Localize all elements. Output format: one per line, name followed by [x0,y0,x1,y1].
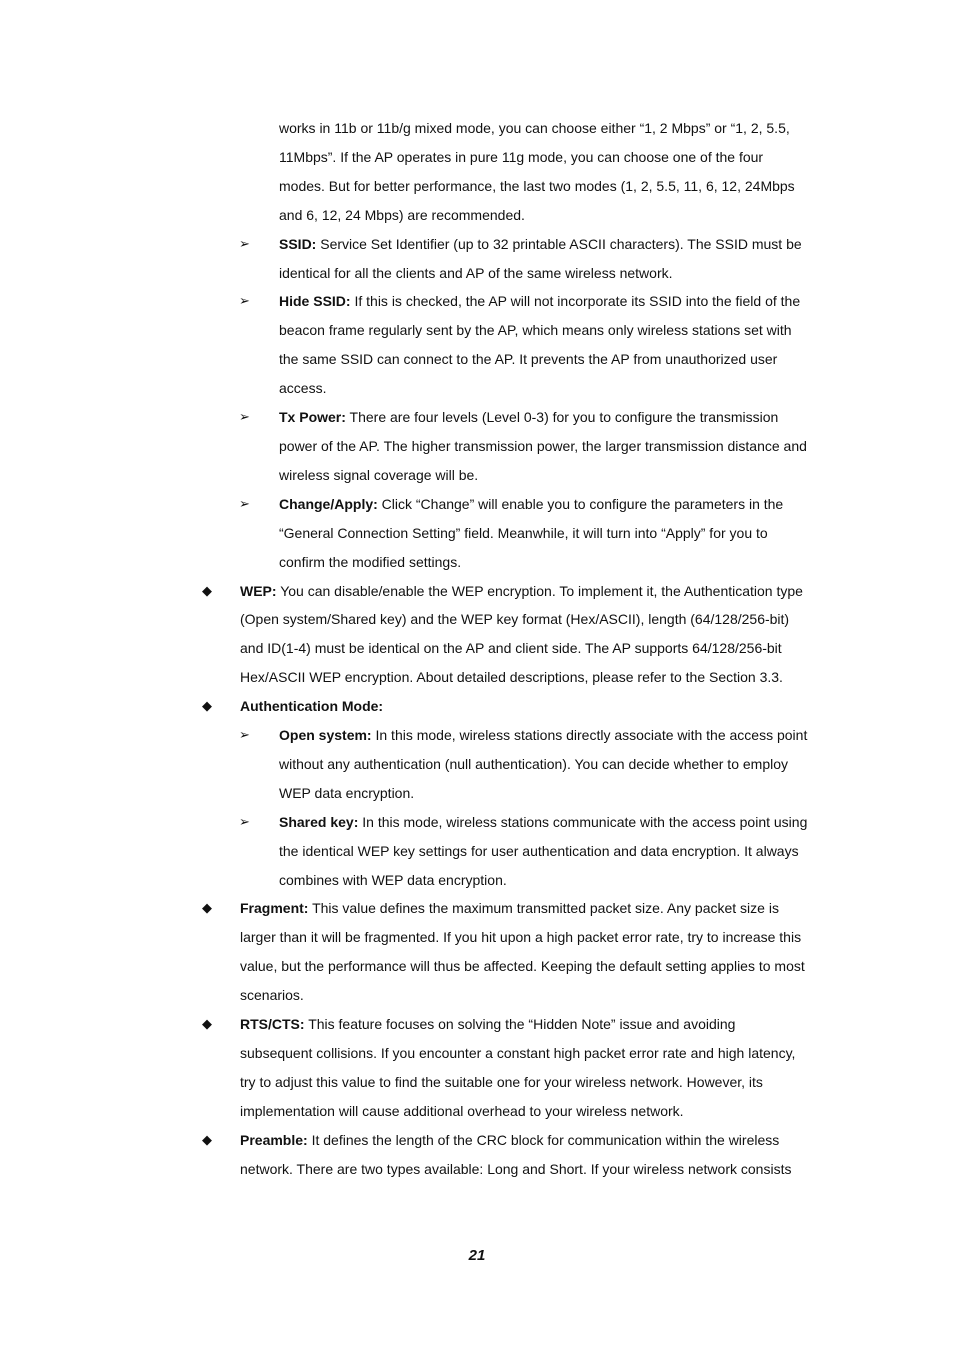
item-text: This value defines the maximum transmitted packet size. Any packet size is larger than it will be fragmented. If you hit upon a high packet error rate, try to increase this value, but the performance will thus be affected. Keeping the default setting applies to most scenarios. [240,900,805,1004]
list-item-hide-ssid [0,287,811,403]
diamond-bullet-icon: ◆ [202,582,212,598]
diamond-bullet-icon: ◆ [202,900,212,916]
item-text: Service Set Identifier (up to 32 printable ASCII characters). The SSID must be identical for all the clients and AP of the same wireless network. [279,235,802,281]
list-item-change-apply [0,490,811,577]
arrow-bullet-icon: ➢ [239,813,250,829]
list-item-rts-cts [0,1010,811,1126]
list-item-authentication-mode [0,692,811,721]
list-item-tx-power [0,403,811,490]
item-term: Change/Apply: [279,495,378,512]
diamond-bullet-icon: ◆ [202,1016,212,1032]
item-term: Open system: [279,727,372,744]
item-text: There are four levels (Level 0-3) for you to configure the transmission power of the AP. The higher transmission power, the larger transmission distance and wireless signal coverage will be. [279,409,807,483]
item-text: This feature focuses on solving the “Hidden Note” issue and avoiding subsequent collisions. If you encounter a constant high packet error rate and high latency, try to adjust this value to find the suitable one for your wireless network. However, its implementation will cause additional overhead to your wireless network. [240,1016,796,1119]
diamond-bullet-icon: ◆ [202,698,212,714]
item-term: WEP: [240,582,277,599]
arrow-bullet-icon: ➢ [239,495,250,511]
item-term: Fragment: [240,900,309,917]
continuation-paragraph: works in 11b or 11b/g mixed mode, you can choose either “1, 2 Mbps” or “1, 2, 5.5, 11Mbps”. If the AP operates in pure 11g mode, you can choose one of the four modes. But for better performance, the last two modes (1, 2, 5.5, 11, 6, 12, 24Mbps and 6, 12, 24 Mbps) are recommended. [279,120,795,223]
item-text: You can disable/enable the WEP encryption. To implement it, the Authentication type (Open system/Shared key) and the WEP key format (Hex/ASCII), length (64/128/256-bit) and ID(1-4) must be identical on the AP and client side. The AP supports 64/128/256-bit Hex/ASCII WEP encryption. About detailed descriptions, please refer to the Section 3.3. [240,582,803,686]
list-item-fragment [0,894,811,1010]
diamond-bullet-icon: ◆ [202,1131,212,1147]
item-term: RTS/CTS: [240,1016,305,1033]
item-term: SSID: [279,235,317,252]
list-item-shared-key [0,808,811,895]
page-body [0,114,954,1184]
arrow-bullet-icon: ➢ [239,727,250,743]
list-item-open-system [0,721,811,808]
item-text: It defines the length of the CRC block for communication within the wireless network. There are two types available: Long and Short. If your wireless network consists [240,1131,792,1177]
item-term: Authentication Mode: [240,698,384,715]
item-term: Tx Power: [279,409,346,426]
item-term: Shared key: [279,813,359,830]
page-number: 21 [468,1247,486,1264]
arrow-bullet-icon: ➢ [239,293,250,309]
arrow-bullet-icon: ➢ [239,235,250,251]
arrow-bullet-icon: ➢ [239,409,250,425]
item-term: Preamble: [240,1131,308,1148]
list-item-preamble [0,1126,811,1184]
list-item-wep [0,577,811,693]
item-text: If this is checked, the AP will not incorporate its SSID into the field of the beacon frame regularly sent by the AP, which means only wireless stations set with the same SSID can connect to the AP. It prevents the AP from unauthorized user access. [279,293,801,397]
list-item-ssid [0,230,811,288]
item-text: Click “Change” will enable you to configure the parameters in the “General Connection Setting” field. Meanwhile, it will turn into “Apply” for you to confirm the modified settings. [279,495,784,570]
item-term: Hide SSID: [279,293,351,310]
item-text: In this mode, wireless stations communicate with the access point using the identical WEP key settings for user authentication and data encryption. It always combines with WEP data encryption. [279,813,808,888]
item-text: In this mode, wireless stations directly associate with the access point without any authentication (null authentication). You can decide whether to employ WEP data encryption. [279,727,808,801]
